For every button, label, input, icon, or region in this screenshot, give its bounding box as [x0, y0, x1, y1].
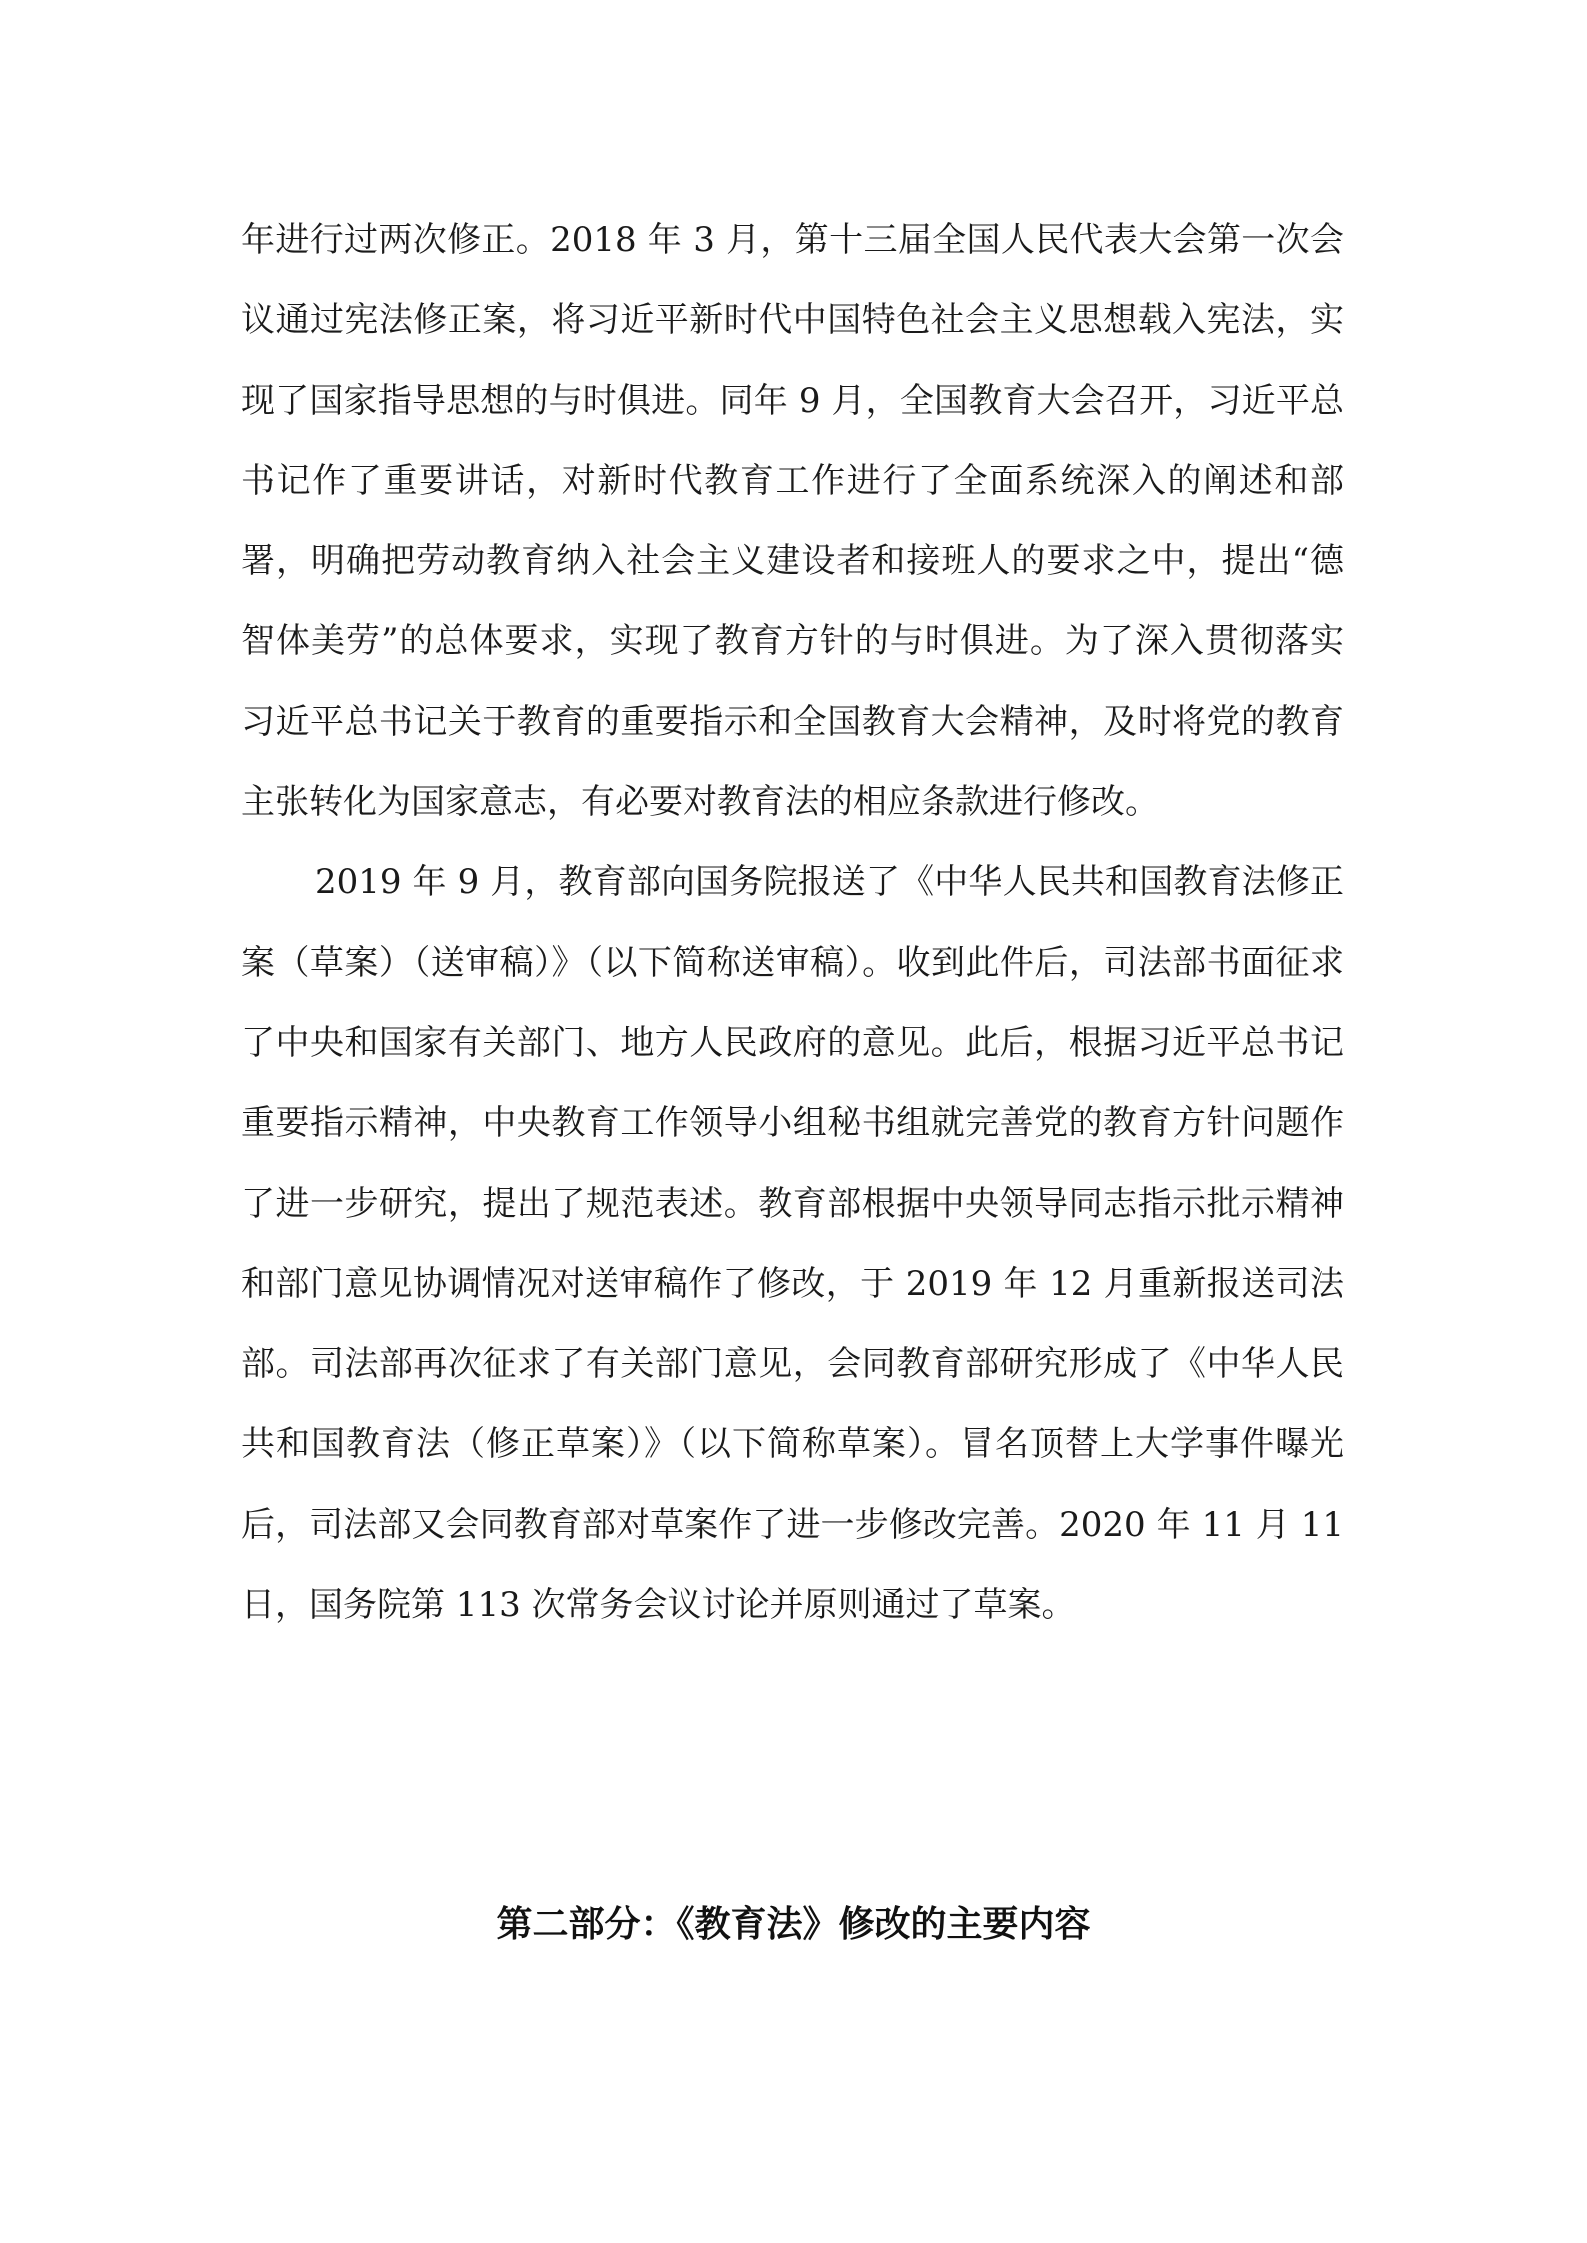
section-heading: 第二部分：《教育法》修改的主要内容 — [496, 1904, 1091, 1945]
paragraph-drafting-history: 2019 年 9 月，教育部向国务院报送了《中华人民共和国教育法修正案（草案）（送审稿）》（以下简称送审稿）。收到此件后，司法部书面征求了中央和国家有关部门、地方人民政府的意见。此后，根据习近平总书记重要指示精神，中央教育工作领导小组秘书组就完善党的教育方针问题作了进一步研究，提出了规范表述。教育部根据中央领导同志指示批示精神和部门意见协调情况对送审稿作了修改，于 2019 年 12 月重新报送司法部。司法部再次征求了有关部门意见，会同教育部研究形成了《中华人民共和国教育法（修正草案）》（以下简称草案）。冒名顶替上大学事件曝光后，司法部又会同教育部对草案作了进一步修改完善。2020 年 11 月 11 日，国务院第 113 次常务会议讨论并原则通过了草案。 — [241, 862, 1344, 1626]
document-body — [241, 200, 1344, 1645]
paragraph-continuation: 年进行过两次修正。2018 年 3 月，第十三届全国人民代表大会第一次会议通过宪法修正案，将习近平新时代中国特色社会主义思想载入宪法，实现了国家指导思想的与时俱进。同年 9 月，全国教育大会召开，习近平总书记作了重要讲话，对新时代教育工作进行了全面系统深入的阐述和部署，明确把劳动教育纳入社会主义建设者和接班人的要求之中，提出“德智体美劳”的总体要求，实现了教育方针的与时俱进。为了深入贯彻落实习近平总书记关于教育的重要指示和全国教育大会精神，及时将党的教育主张转化为国家意志，有必要对教育法的相应条款进行修改。 — [241, 220, 1344, 823]
